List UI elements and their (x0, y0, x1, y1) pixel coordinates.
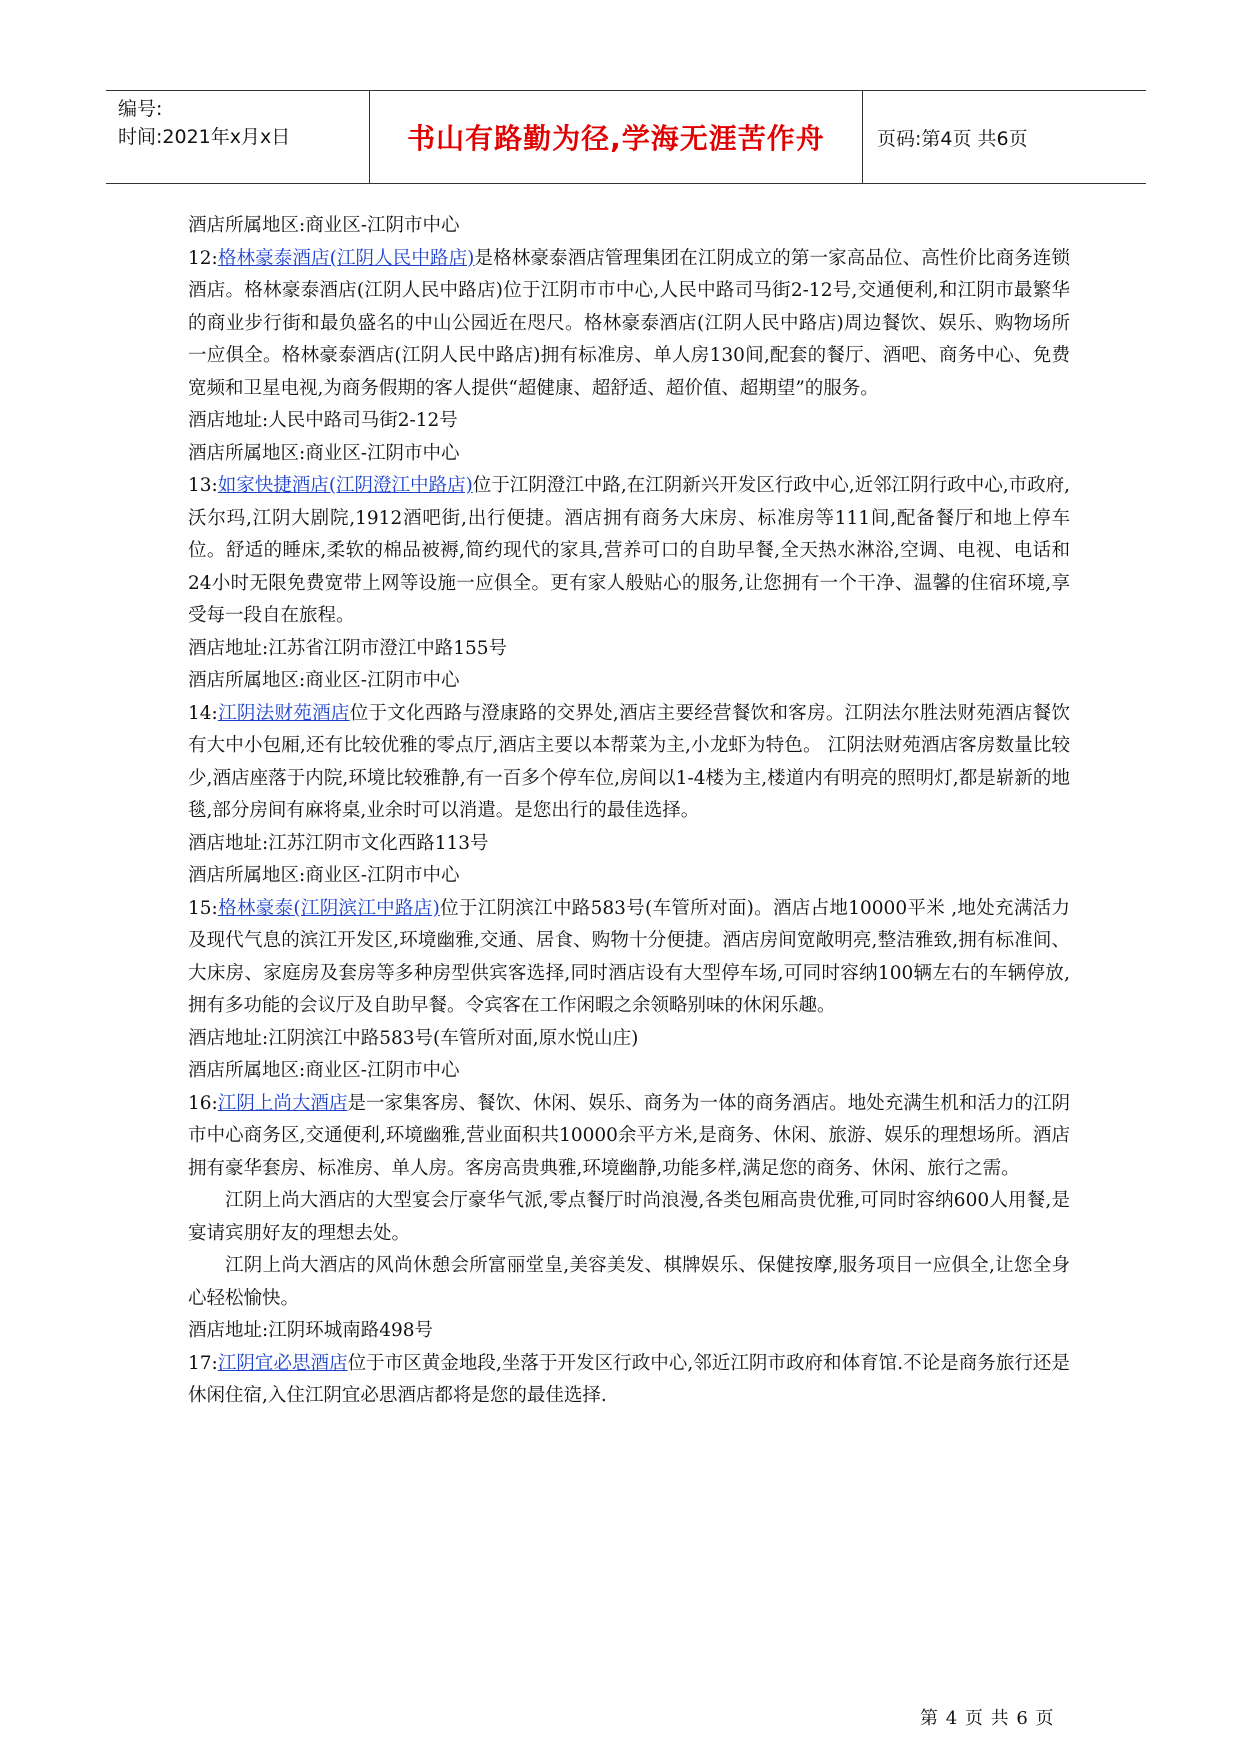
hotel-link-14[interactable]: 江阴法财苑酒店 (217, 702, 350, 724)
hotel-entry-17 (188, 1348, 1070, 1413)
document-time-label: 时间:2021年x月x日 (118, 126, 291, 148)
hotel-address: 酒店地址:江苏省江阴市澄江中路155号 (188, 637, 508, 659)
footer-page-number: 第 4 页 共 6 页 (920, 1708, 1055, 1729)
hotel-description: 是格林豪泰酒店管理集团在江阴成立的第一家高品位、高性价比商务连锁酒店。格林豪泰酒店(江阴人民中路店)位于江阴市市中心,人民中路司马街2-12号,交通便利,和江阴市最繁华的商业步行街和最负盛名的中山公园近在咫尺。格林豪泰酒店(江阴人民中路店)周边餐饮、娱乐、购物场所一应俱全。格林豪泰酒店(江阴人民中路店)拥有标准房、单人房130间,配套的餐厅、酒吧、商务中心、免费宽频和卫星电视,为商务假期的客人提供“超健康、超舒适、超价值、超期望”的服务。 (188, 247, 1070, 399)
header-page-cell (863, 91, 1146, 183)
hotel-entry-16 (188, 1088, 1070, 1186)
hotel-description: 位于江阴澄江中路,在江阴新兴开发区行政中心,近邻江阴行政中心,市政府,沃尔玛,江阴大剧院,1912酒吧街,出行便捷。酒店拥有商务大床房、标准房等111间,配备餐厅和地上停车位。舒适的睡床,柔软的棉品被褥,简约现代的家具,营养可口的自助早餐,全天热水淋浴,空调、电视、电话和24小时无限免费宽带上网等设施一应俱全。更有家人般贴心的服务,让您拥有一个干净、温馨的住宿环境,享受每一段自在旅程。 (188, 475, 1070, 626)
entry-number: 14: (188, 702, 218, 724)
hotel-paragraph: 江阴上尚大酒店的风尚休憩会所富丽堂皇,美容美发、棋牌娱乐、保健按摩,服务项目一应俱全,让您全身心轻松愉快。 (188, 1255, 1070, 1309)
hotel-address: 酒店地址:人民中路司马街2-12号 (188, 410, 458, 431)
region-line: 酒店所属地区:商业区-江阴市中心 (188, 1060, 460, 1081)
entry-number: 15: (188, 897, 218, 919)
hotel-address: 酒店地址:江苏江阴市文化西路113号 (188, 832, 489, 854)
hotel-entry-14 (188, 698, 1070, 828)
hotel-entry-13 (188, 470, 1070, 633)
entry-number: 16: (188, 1092, 218, 1114)
header-page-code: 页码:第4页 共6页 (877, 127, 1028, 150)
hotel-link-17[interactable]: 江阴宜必思酒店 (217, 1352, 348, 1374)
hotel-address: 酒店地址:江阴滨江中路583号(车管所对面,原水悦山庄) (188, 1027, 639, 1049)
page-header (106, 90, 1146, 184)
entry-number: 17: (188, 1352, 218, 1374)
region-line: 酒店所属地区:商业区-江阴市中心 (188, 442, 460, 464)
entry-number: 13: (188, 475, 218, 496)
hotel-entry-15 (188, 893, 1070, 1023)
region-line: 酒店所属地区:商业区-江阴市中心 (188, 215, 460, 236)
hotel-link-13[interactable]: 如家快捷酒店(江阴澄江中路店) (217, 475, 473, 496)
document-body (188, 210, 1070, 1413)
hotel-description: 位于市区黄金地段,坐落于开发区行政中心,邻近江阴市政府和体育馆.不论是商务旅行还是休闲住宿,入住江阴宜必思酒店都将是您的最佳选择. (188, 1352, 1070, 1406)
hotel-description: 位于江阴滨江中路583号(车管所对面)。酒店占地10000平米 ,地处充满活力及现代气息的滨江开发区,环境幽雅,交通、居食、购物十分便捷。酒店房间宽敞明亮,整洁雅致,拥有标准间、大床房、家庭房及套房等多种房型供宾客选择,同时酒店设有大型停车场,可同时容纳100辆左右的车辆停放,拥有多功能的会议厅及自助早餐。令宾客在工作闲暇之余领略别味的休闲乐趣。 (188, 897, 1070, 1016)
page-footer (920, 1704, 1055, 1730)
hotel-link-15[interactable]: 格林豪泰(江阴滨江中路店) (217, 897, 440, 919)
entry-number: 12: (188, 247, 218, 269)
hotel-address: 酒店地址:江阴环城南路498号 (188, 1320, 434, 1341)
region-line: 酒店所属地区:商业区-江阴市中心 (188, 670, 460, 691)
hotel-link-12[interactable]: 格林豪泰酒店(江阴人民中路店) (217, 247, 475, 269)
header-motto: 书山有路勤为径,学海无涯苦作舟 (407, 122, 825, 155)
hotel-description: 是一家集客房、餐饮、休闲、娱乐、商务为一体的商务酒店。地处充满生机和活力的江阴市中心商务区,交通便利,环境幽雅,营业面积共10000余平方米,是商务、休闲、旅游、娱乐的理想场所。酒店拥有豪华套房、标准房、单人房。客房高贵典雅,环境幽静,功能多样,满足您的商务、休闲、旅行之需。 (188, 1092, 1070, 1179)
hotel-link-16[interactable]: 江阴上尚大酒店 (217, 1092, 348, 1114)
header-motto-cell (370, 91, 863, 183)
region-line: 酒店所属地区:商业区-江阴市中心 (188, 865, 460, 886)
hotel-paragraph: 江阴上尚大酒店的大型宴会厅豪华气派,零点餐厅时尚浪漫,各类包厢高贵优雅,可同时容纳600人用餐,是宴请宾朋好友的理想去处。 (188, 1190, 1070, 1244)
document-number-label: 编号: (118, 98, 163, 120)
hotel-entry-12 (188, 243, 1070, 406)
hotel-description: 位于文化西路与澄康路的交界处,酒店主要经营餐饮和客房。江阴法尔胜法财苑酒店餐饮有大中小包厢,还有比较优雅的零点厅,酒店主要以本帮菜为主,小龙虾为特色。 江阴法财苑酒店客房数量比较少,酒店座落于内院,环境比较雅静,有一百多个停车位,房间以1-4楼为主,楼道内有明亮的照明灯,都是崭新的地毯,部分房间有麻将桌,业余时可以消遣。是您出行的最佳选择。 (188, 702, 1070, 821)
header-meta-cell (106, 91, 370, 183)
